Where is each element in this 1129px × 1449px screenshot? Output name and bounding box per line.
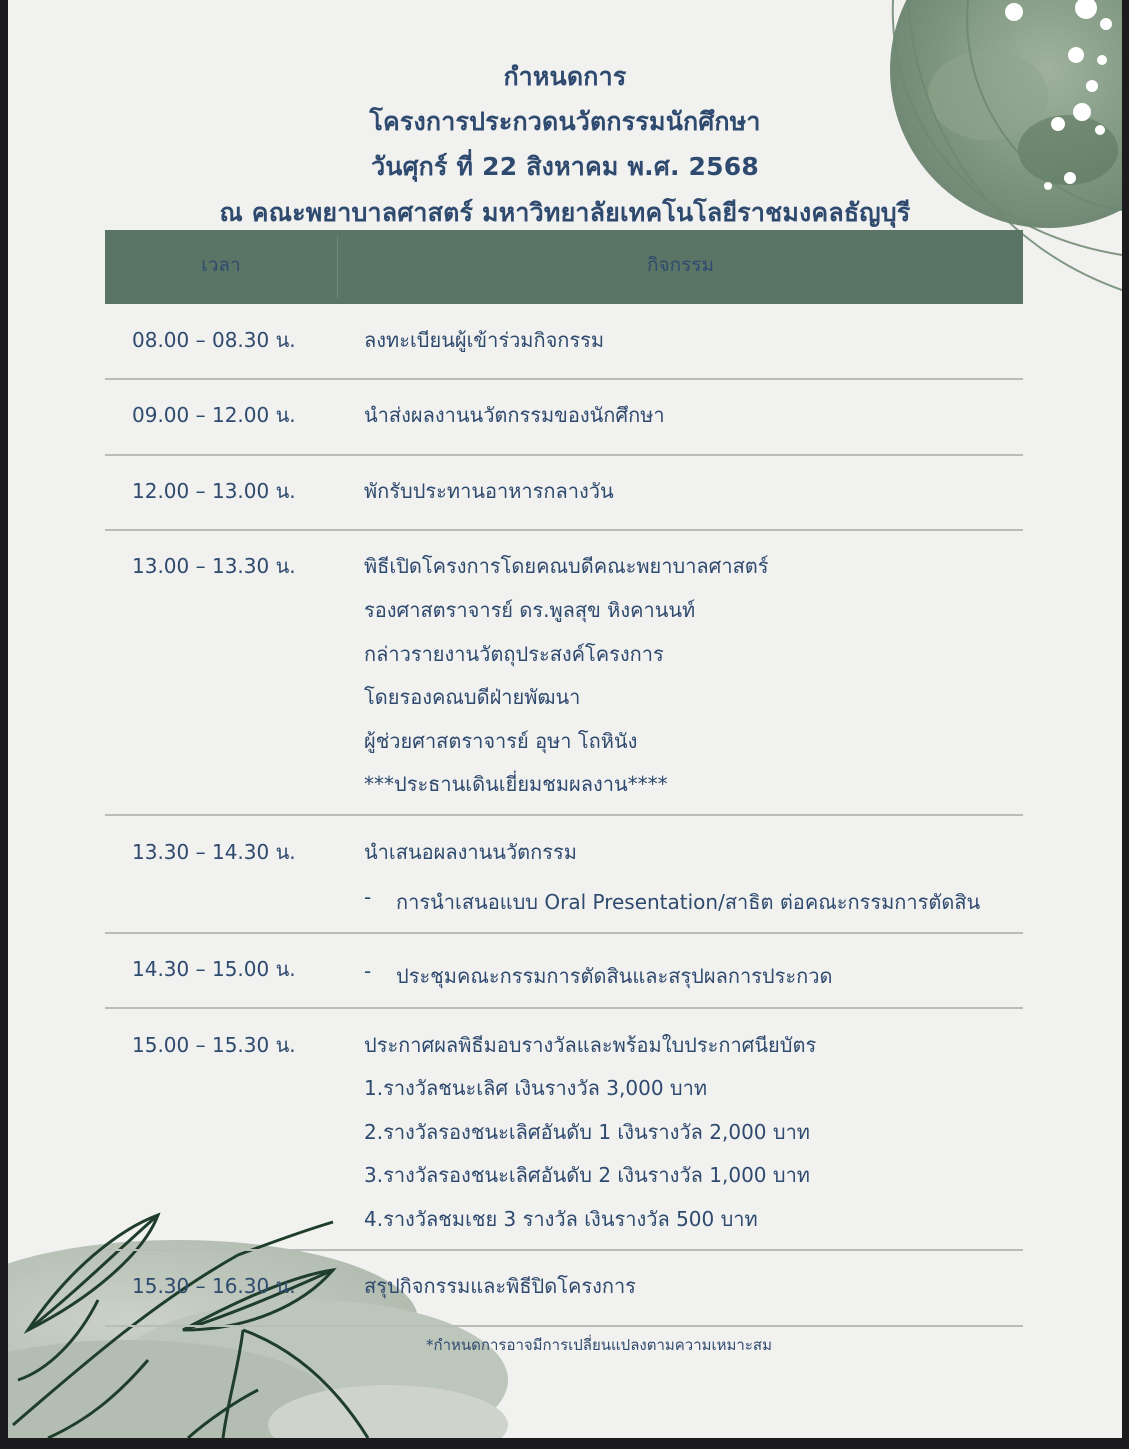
title-line-4: ณ คณะพยาบาลศาสตร์ มหาวิทยาลัยเทคโนโลยีราชมงคลธัญบุรี — [219, 198, 911, 227]
row-activity: ***ประธานเดินเยี่ยมชมผลงาน**** — [364, 772, 668, 796]
row-activity: ลงทะเบียนผู้เข้าร่วมกิจกรรม — [364, 328, 605, 352]
row-activity: โดยรองคณบดีฝ่ายพัฒนา — [364, 685, 581, 709]
row-activity-sub: ประชุมคณะกรรมการตัดสินและสรุปผลการประกวด — [396, 964, 833, 988]
row-activity: พักรับประทานอาหารกลางวัน — [364, 479, 614, 503]
title-line-3: วันศุกร์ ที่ 22 สิงหาคม พ.ศ. 2568 — [371, 152, 759, 181]
row-time: 12.00 – 13.00 น. — [132, 479, 296, 503]
footnote: *กำหนดการอาจมีการเปลี่ยนแปลงตามความเหมาะสม — [426, 1336, 772, 1354]
row-time: 09.00 – 12.00 น. — [132, 403, 296, 427]
row-time: 15.00 – 15.30 น. — [132, 1033, 296, 1057]
row-activity: รองศาสตราจารย์ ดร.พูลสุข หิงคานนท์ — [364, 598, 696, 622]
column-header-activity: กิจกรรม — [646, 254, 715, 276]
row-activity: 1.รางวัลชนะเลิศ เงินรางวัล 3,000 บาท — [364, 1076, 708, 1100]
row-activity: ประกาศผลพิธีมอบรางวัลและพร้อมใบประกาศนียบัตร — [364, 1033, 817, 1057]
title-line-1: กำหนดการ — [503, 62, 627, 91]
row-divider — [105, 1007, 1023, 1009]
row-divider — [105, 454, 1023, 456]
row-activity: กล่าวรายงานวัตถุประสงค์โครงการ — [364, 642, 664, 666]
title-line-2: โครงการประกวดนวัตกรรมนักศึกษา — [369, 107, 761, 136]
bullet-dash: - — [364, 885, 372, 909]
row-time: 15.30 – 16.30 น. — [132, 1274, 296, 1298]
table-header — [105, 230, 1023, 304]
row-divider — [105, 932, 1023, 934]
row-activity: ผู้ช่วยศาสตราจารย์ อุษา โถหินัง — [364, 729, 638, 753]
row-divider — [105, 814, 1023, 816]
row-time: 13.30 – 14.30 น. — [132, 840, 296, 864]
row-time: 14.30 – 15.00 น. — [132, 957, 296, 981]
row-activity: 3.รางวัลรองชนะเลิศอันดับ 2 เงินรางวัล 1,000 บาท — [364, 1163, 810, 1187]
row-activity: 4.รางวัลชมเชย 3 รางวัล เงินรางวัล 500 บาท — [364, 1207, 758, 1231]
row-activity-sub: การนำเสนอแบบ Oral Presentation/สาธิต ต่อคณะกรรมการตัดสิน — [396, 890, 981, 914]
row-activity: 2.รางวัลรองชนะเลิศอันดับ 1 เงินรางวัล 2,000 บาท — [364, 1120, 810, 1144]
row-divider — [105, 1249, 1023, 1251]
bullet-dash: - — [364, 959, 372, 983]
row-time: 08.00 – 08.30 น. — [132, 328, 296, 352]
row-divider — [105, 529, 1023, 531]
row-activity: สรุปกิจกรรมและพิธีปิดโครงการ — [364, 1274, 636, 1298]
row-divider — [105, 1325, 1023, 1327]
row-activity: พิธีเปิดโครงการโดยคณบดีคณะพยาบาลศาสตร์ — [364, 554, 769, 578]
row-time: 13.00 – 13.30 น. — [132, 554, 296, 578]
row-activity: นำเสนอผลงานนวัตกรรม — [364, 840, 577, 864]
schedule-page — [8, 0, 1122, 1438]
row-activity: นำส่งผลงานนวัตกรรมของนักศึกษา — [364, 403, 665, 427]
row-divider — [105, 378, 1023, 380]
column-header-time: เวลา — [201, 254, 241, 276]
